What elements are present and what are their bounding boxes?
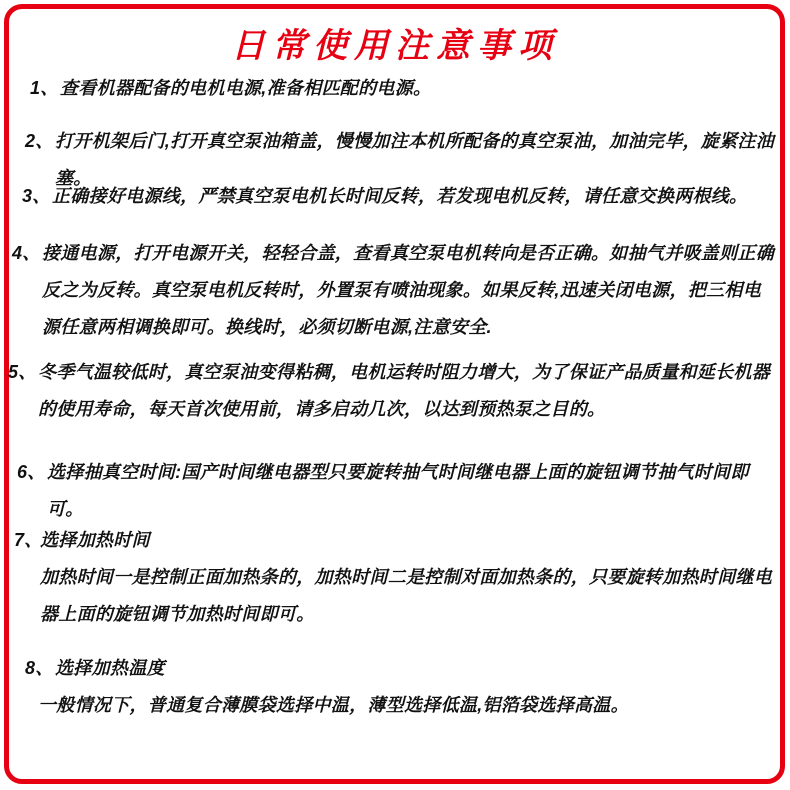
item-number: 6、 [17, 462, 46, 482]
notice-item-4 [12, 235, 778, 346]
notice-item-3 [22, 178, 778, 215]
page-title: 日常使用注意事项 [231, 27, 559, 65]
item-text: 选择加热温度 [55, 658, 165, 678]
item-text: 选择加热时间 [40, 530, 150, 550]
item-text: 查看机器配备的电机电源,准备相匹配的电源。 [60, 78, 432, 98]
item-number: 2、 [25, 131, 54, 151]
item-text: 接通电源，打开电源开关，轻轻合盖，查看真空泵电机转向是否正确。如抽气并吸盖则正确反之为反转。真空泵电机反转时，外置泵有喷油现象。如果反转,迅速关闭电源，把三相电源任意两相调换即可。换线时，必须切断电源,注意安全. [42, 243, 774, 337]
item-number: 5、 [8, 362, 37, 382]
item-number: 1、 [30, 78, 59, 98]
item-number: 7、 [14, 530, 43, 550]
notice-item-6 [17, 454, 778, 528]
item-text: 正确接好电源线，严禁真空泵电机长时间反转，若发现电机反转，请任意交换两根线。 [52, 186, 748, 206]
item-number: 4、 [12, 243, 41, 263]
notice-item-8 [25, 650, 778, 724]
item-text: 选择抽真空时间:国产时间继电器型只要旋转抽气时间继电器上面的旋钮调节抽气时间即可。 [47, 462, 749, 519]
item-number: 8、 [25, 658, 54, 678]
notice-item-5 [8, 354, 778, 428]
notice-item-1 [30, 70, 778, 107]
item-body-text: 加热时间一是控制正面加热条的，加热时间二是控制对面加热条的，只要旋转加热时间继电器上面的旋钮调节加热时间即可。 [40, 567, 772, 624]
item-text: 打开机架后门,打开真空泵油箱盖，慢慢加注本机所配备的真空泵油，加油完毕，旋紧注油塞。 [55, 131, 774, 188]
item-number: 3、 [22, 186, 51, 206]
item-body-text: 一般情况下，普通复合薄膜袋选择中温，薄型选择低温,铝箔袋选择高温。 [38, 695, 629, 715]
item-text: 冬季气温较低时，真空泵油变得粘稠，电机运转时阻力增大，为了保证产品质量和延长机器的使用寿命，每天首次使用前，请多启动几次，以达到预热泵之目的。 [38, 362, 770, 419]
notice-item-7 [14, 522, 778, 633]
